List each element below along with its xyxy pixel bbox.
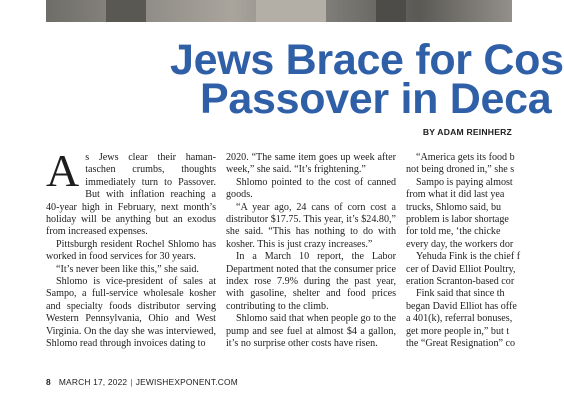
page-footer bbox=[46, 377, 238, 387]
article-line: cer of David Elliot Poultry, bbox=[406, 263, 516, 275]
article-column-3 bbox=[406, 152, 521, 377]
headline-line-1: Jews Brace for Cos bbox=[170, 36, 564, 84]
article-line: get more people in,” but t bbox=[406, 325, 510, 337]
article-line: for told me, ‘the chicke bbox=[406, 226, 501, 238]
byline: BY ADAM REINHERZ bbox=[422, 127, 512, 137]
article-line: not being droned in,” she s bbox=[406, 164, 515, 176]
photo-shade bbox=[106, 0, 146, 22]
drop-cap: A bbox=[46, 145, 80, 196]
article-paragraph: Shlomo is vice-president of sales at Sampo, a full-service wholesale kosher and specialty foods distributor serving Western Pennsylvania, Ohio and West Virginia. On the day she was interviewed, Shlomo read through invoices dating to bbox=[46, 276, 216, 350]
footer-separator: | bbox=[130, 377, 133, 387]
article-line: from what it did last yea bbox=[406, 189, 505, 201]
headline-line-2: Passover in Deca bbox=[200, 75, 552, 123]
article-column-1 bbox=[46, 145, 216, 351]
article-line: the “Great Resignation” co bbox=[406, 338, 516, 350]
article-line: every day, the workers dor bbox=[406, 238, 514, 250]
article-line: trucks, Shlomo said, bu bbox=[406, 201, 502, 213]
photo-shade bbox=[256, 0, 326, 22]
article-line: a 401(k), referral bonuses, bbox=[406, 313, 513, 325]
article-line: “America gets its food b bbox=[416, 152, 515, 163]
article-line: began David Elliot has offe bbox=[406, 300, 517, 312]
article-paragraph: “A year ago, 24 cans of corn cost a distributor $17.75. This year, it’s $24.80,” she said. “This has nothing to do with kosher. This is just crazy increases.” bbox=[226, 201, 396, 250]
article-paragraph: Shlomo pointed to the cost of canned goods. bbox=[226, 176, 396, 201]
article-paragraph: In a March 10 report, the Labor Department noted that the consumer price index rose 7.9% during the past year, with gasoline, shelter and food prices contributing to the climb. bbox=[226, 251, 396, 312]
article-paragraph: Shlomo said that when people go to the pump and see fuel at almost $4 a gallon, it’s no surprise other costs have risen. bbox=[226, 313, 396, 350]
headline bbox=[0, 36, 564, 123]
article-line: eration Scranton-based cor bbox=[406, 276, 515, 288]
article-line: Sampo is paying almost bbox=[416, 176, 513, 188]
issue-date: MARCH 17, 2022 bbox=[58, 377, 128, 387]
header-photo bbox=[46, 0, 512, 22]
article-column-2 bbox=[226, 152, 396, 351]
article-line: Yehuda Fink is the chief f bbox=[416, 251, 521, 263]
article-line: problem is labor shortage bbox=[406, 214, 509, 226]
article-paragraph: “It’s never been like this,” she said. bbox=[56, 263, 199, 275]
article-paragraph bbox=[46, 145, 216, 239]
website-link[interactable]: JEWISHEXPONENT.COM bbox=[135, 377, 238, 387]
article-line: Fink said that since th bbox=[416, 288, 505, 300]
page-number: 8 bbox=[46, 377, 51, 387]
paragraph-text: s Jews clear their haman-taschen crumbs, thoughts immediately turn to Passover. But with inflation reaching a 40-year high in February, next month’s holiday will be anything but an exodus from increased expenses. bbox=[46, 152, 216, 238]
article-paragraph: Pittsburgh resident Rochel Shlomo has worked in food services for 30 years. bbox=[46, 238, 216, 263]
article-paragraph: 2020. “The same item goes up week after week,” she said. “It’s frightening.” bbox=[226, 152, 396, 176]
photo-shade bbox=[376, 0, 406, 22]
